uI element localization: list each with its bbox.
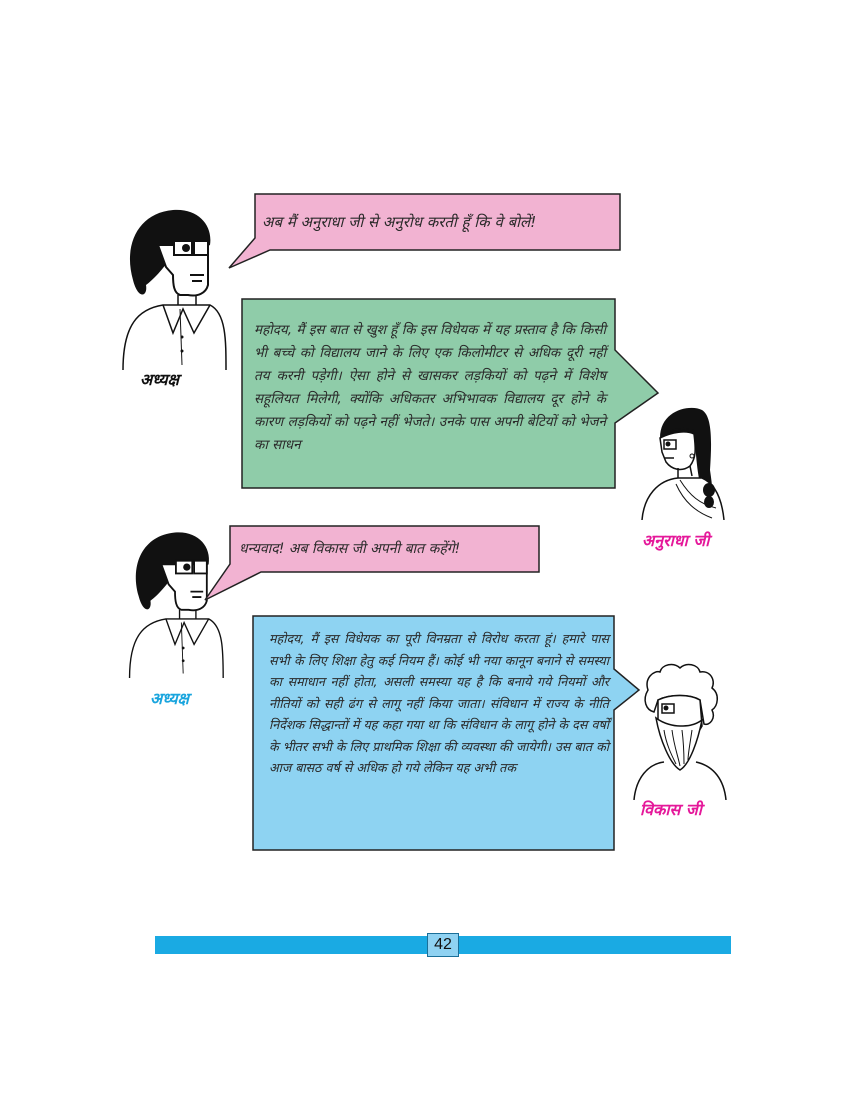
- speech-bubble-2: [240, 297, 660, 491]
- vikas-figure: [630, 660, 730, 800]
- speaker-label-chairperson-2: अध्यक्ष: [150, 689, 189, 708]
- speech-text-1: अब मैं अनुराधा जी से अनुरोध करती हूँ कि वे बोलें!: [262, 213, 537, 231]
- chairperson-figure-1: [118, 205, 228, 370]
- speech-text-3: धन्यवाद! अब विकास जी अपनी बात कहेंगे!: [239, 541, 461, 557]
- speaker-label-vikas: विकास जी: [640, 800, 702, 819]
- speaker-label-chairperson-1: अध्यक्ष: [140, 370, 179, 389]
- speech-text-4: महोदय, मैं इस विधेयक का पूरी विनम्रता से विरोध करता हूं। हमारे पास सभी के लिए शिक्षा हेतु कई नियम हैं। कोई भी नया कानून बनाने से समस्या का समाधान नहीं होता, असली समस्या यह है कि बनाये गये नियमों और नीतियों को सही ढंग से लागू नहीं किया जाता। संविधान में राज्य के नीति निर्देशक सिद्धान्तों में यह कहा गया था कि संविधान के लागू होने के दस वर्षों के भीतर सभी के लिए प्राथमिक शिक्षा की व्यवस्था की जायेगी। उस बात को आज बासठ वर्ष से अधिक हो गये लेकिन यह अभी तक: [269, 631, 610, 775]
- speech-bubble-3: [203, 524, 548, 604]
- speech-text-2: महोदय, मैं इस बात से खुश हूँ कि इस विधेयक में यह प्रस्ताव है कि किसी भी बच्चे को विद्यालय जाने के लिए एक किलोमीटर से अधिक दूरी नहीं तय करनी पड़ेगी। ऐसा होने से खासकर लड़कियों को पढ़ने में विशेष सहूलियत मिलेगी, क्योंकि अधिकतर अभिभावक विद्यालय दूर होने के कारण लड़कियों को पढ़ने नहीं भेजते। उनके पास अपनी बेटियों को भेजने का साधन: [254, 322, 606, 453]
- page-number: 42: [427, 933, 459, 957]
- speech-bubble-4: [251, 614, 641, 854]
- speaker-label-anuradha: अनुराधा जी: [642, 531, 710, 550]
- speech-bubble-1: [226, 192, 626, 272]
- anuradha-figure: [640, 400, 740, 520]
